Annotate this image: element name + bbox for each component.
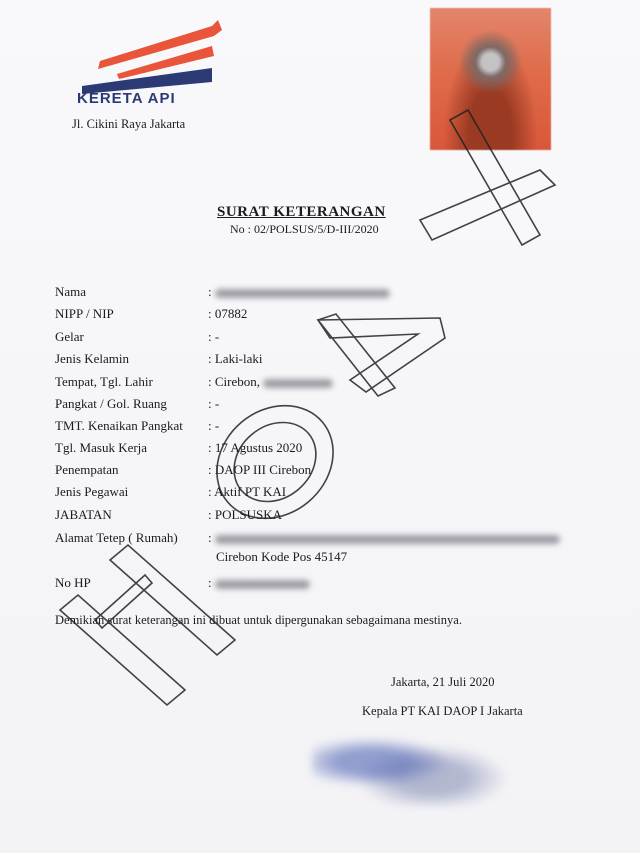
field-value: : DAOP III Cirebon xyxy=(208,462,312,477)
place-date: Jakarta, 21 Juli 2020 xyxy=(391,675,495,689)
document-title: SURAT KETERANGAN xyxy=(217,204,386,220)
field-label: Tgl. Masuk Kerja xyxy=(55,440,148,455)
field-value: : 07882 xyxy=(208,306,248,321)
field-label: Gelar xyxy=(55,329,84,344)
document-number: No : 02/POLSUS/5/D-III/2020 xyxy=(230,222,379,236)
field-value: : Laki-laki xyxy=(208,351,263,366)
field-label: Pangkat / Gol. Ruang xyxy=(55,396,167,411)
watermark-letter-a xyxy=(318,314,445,396)
closing-statement: Demikian surat keterangan ini dibuat untuk dipergunakan sebagaimana mestinya. xyxy=(55,613,462,627)
field-label: TMT. Kenaikan Pangkat xyxy=(55,418,183,433)
field-value: : 17 Agustus 2020 xyxy=(208,440,303,455)
field-label: Tempat, Tgl. Lahir xyxy=(55,374,153,389)
brand-name: KERETA API xyxy=(77,90,176,107)
field-value: : xyxy=(208,530,560,546)
redacted-mark xyxy=(215,580,310,589)
field-label: Jenis Kelamin xyxy=(55,351,130,366)
field-label: JABATAN xyxy=(55,507,112,522)
field-value: : Aktif PT KAI xyxy=(208,484,287,499)
field-value: : - xyxy=(208,329,220,344)
address-line-2: Cirebon Kode Pos 45147 xyxy=(216,549,348,564)
field-value: : xyxy=(208,284,390,300)
profile-photo xyxy=(430,8,551,150)
field-label: Alamat Tetep ( Rumah) xyxy=(55,530,178,545)
company-address: Jl. Cikini Raya Jakarta xyxy=(72,117,186,131)
field-value: : - xyxy=(208,418,220,433)
field-value: : - xyxy=(208,396,220,411)
signer-title: Kepala PT KAI DAOP I Jakarta xyxy=(362,704,523,718)
field-label: No HP xyxy=(55,575,91,590)
field-label: Jenis Pegawai xyxy=(55,484,129,499)
field-value: : Cirebon, xyxy=(208,374,333,390)
redacted-mark xyxy=(263,379,333,388)
field-value: : POLSUSKA xyxy=(208,507,283,522)
signature-mark xyxy=(312,726,512,806)
field-label: Penempatan xyxy=(55,462,119,477)
redacted-mark xyxy=(215,535,560,544)
redacted-mark xyxy=(215,289,390,298)
field-label: Nama xyxy=(55,284,87,299)
field-value: : xyxy=(208,575,310,591)
field-label: NIPP / NIP xyxy=(55,306,114,321)
